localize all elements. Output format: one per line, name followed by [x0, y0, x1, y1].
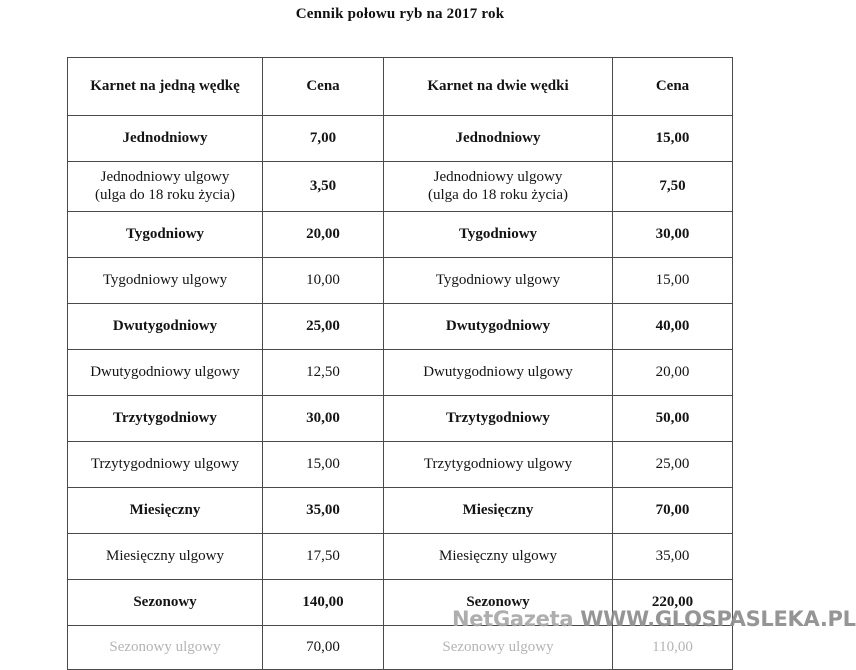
- ticket-name-two-rods-secondary: (ulga do 18 roku życia): [428, 186, 568, 203]
- ticket-name-two-rods: Jednodniowy ulgowy (ulga do 18 roku życia): [384, 162, 613, 212]
- column-header-price-two-rods: Cena: [613, 58, 733, 116]
- ticket-name-one-rod: Tygodniowy: [68, 212, 263, 258]
- ticket-name-one-rod: Sezonowy: [68, 580, 263, 626]
- ticket-price-one-rod: 10,00: [263, 258, 384, 304]
- ticket-name-one-rod: Trzytygodniowy ulgowy: [68, 442, 263, 488]
- watermark-brand: NetGazeta: [452, 607, 574, 631]
- ticket-name-one-rod: Miesięczny: [68, 488, 263, 534]
- ticket-name-one-rod: Jednodniowy: [68, 116, 263, 162]
- table-row: [68, 580, 733, 626]
- ticket-name-one-rod: Trzytygodniowy: [68, 396, 263, 442]
- ticket-price-one-rod: 20,00: [263, 212, 384, 258]
- ticket-price-two-rods: 20,00: [613, 350, 733, 396]
- ticket-name-two-rods: Sezonowy: [384, 580, 613, 626]
- ticket-price-one-rod: 25,00: [263, 304, 384, 350]
- ticket-name-one-rod: Tygodniowy ulgowy: [68, 258, 263, 304]
- table-row: [68, 488, 733, 534]
- ticket-name-one-rod-secondary: (ulga do 18 roku życia): [95, 186, 235, 203]
- table-row: [68, 116, 733, 162]
- ticket-price-one-rod: 15,00: [263, 442, 384, 488]
- table-row: [68, 212, 733, 258]
- ticket-price-one-rod: 35,00: [263, 488, 384, 534]
- watermark-url: WWW.GLOSPASLEKA.PL: [580, 607, 856, 631]
- ticket-name-one-rod: Dwutygodniowy: [68, 304, 263, 350]
- ticket-price-two-rods: 35,00: [613, 534, 733, 580]
- table-body: [68, 116, 733, 670]
- ticket-name-one-rod: Jednodniowy ulgowy (ulga do 18 roku życia): [68, 162, 263, 212]
- ticket-name-two-rods: Trzytygodniowy ulgowy: [384, 442, 613, 488]
- ticket-price-two-rods: 70,00: [613, 488, 733, 534]
- table-row: [68, 304, 733, 350]
- ticket-name-two-rods: Jednodniowy: [384, 116, 613, 162]
- ticket-name-two-rods: Dwutygodniowy: [384, 304, 613, 350]
- ticket-price-one-rod: 3,50: [263, 162, 384, 212]
- table-row: [68, 258, 733, 304]
- ticket-price-one-rod: 17,50: [263, 534, 384, 580]
- table-row: [68, 396, 733, 442]
- ticket-name-one-rod: Sezonowy ulgowy: [68, 626, 263, 670]
- price-table-container: [67, 57, 732, 670]
- ticket-name-one-rod: Dwutygodniowy ulgowy: [68, 350, 263, 396]
- ticket-name-two-rods: Trzytygodniowy: [384, 396, 613, 442]
- ticket-price-one-rod: 30,00: [263, 396, 384, 442]
- table-header-row: [68, 58, 733, 116]
- ticket-price-two-rods: 15,00: [613, 116, 733, 162]
- ticket-name-two-rods: Miesięczny ulgowy: [384, 534, 613, 580]
- ticket-name-two-rods: Tygodniowy: [384, 212, 613, 258]
- table-row: [68, 534, 733, 580]
- page-title: Cennik połowu ryb na 2017 rok: [295, 6, 505, 22]
- ticket-price-one-rod: 140,00: [263, 580, 384, 626]
- ticket-name-two-rods: Tygodniowy ulgowy: [384, 258, 613, 304]
- column-header-ticket-one-rod: Karnet na jedną wędkę: [68, 58, 263, 116]
- table-row: [68, 626, 733, 670]
- ticket-name-two-rods: Dwutygodniowy ulgowy: [384, 350, 613, 396]
- ticket-name-two-rods: Miesięczny: [384, 488, 613, 534]
- ticket-price-one-rod: 12,50: [263, 350, 384, 396]
- ticket-name-one-rod: Miesięczny ulgowy: [68, 534, 263, 580]
- ticket-price-two-rods: 50,00: [613, 396, 733, 442]
- ticket-price-two-rods: 40,00: [613, 304, 733, 350]
- ticket-price-two-rods: 7,50: [613, 162, 733, 212]
- column-header-ticket-two-rods: Karnet na dwie wędki: [384, 58, 613, 116]
- ticket-price-one-rod: 70,00: [263, 626, 384, 670]
- table-row: [68, 442, 733, 488]
- price-table: [67, 57, 733, 670]
- ticket-price-two-rods: 110,00: [613, 626, 733, 670]
- ticket-price-two-rods: 15,00: [613, 258, 733, 304]
- ticket-name-two-rods: Sezonowy ulgowy: [384, 626, 613, 670]
- ticket-price-two-rods: 30,00: [613, 212, 733, 258]
- ticket-price-two-rods: 220,00: [613, 580, 733, 626]
- table-header: [68, 58, 733, 116]
- table-row: [68, 162, 733, 212]
- ticket-price-one-rod: 7,00: [263, 116, 384, 162]
- ticket-price-two-rods: 25,00: [613, 442, 733, 488]
- table-row: [68, 350, 733, 396]
- column-header-price-one-rod: Cena: [263, 58, 384, 116]
